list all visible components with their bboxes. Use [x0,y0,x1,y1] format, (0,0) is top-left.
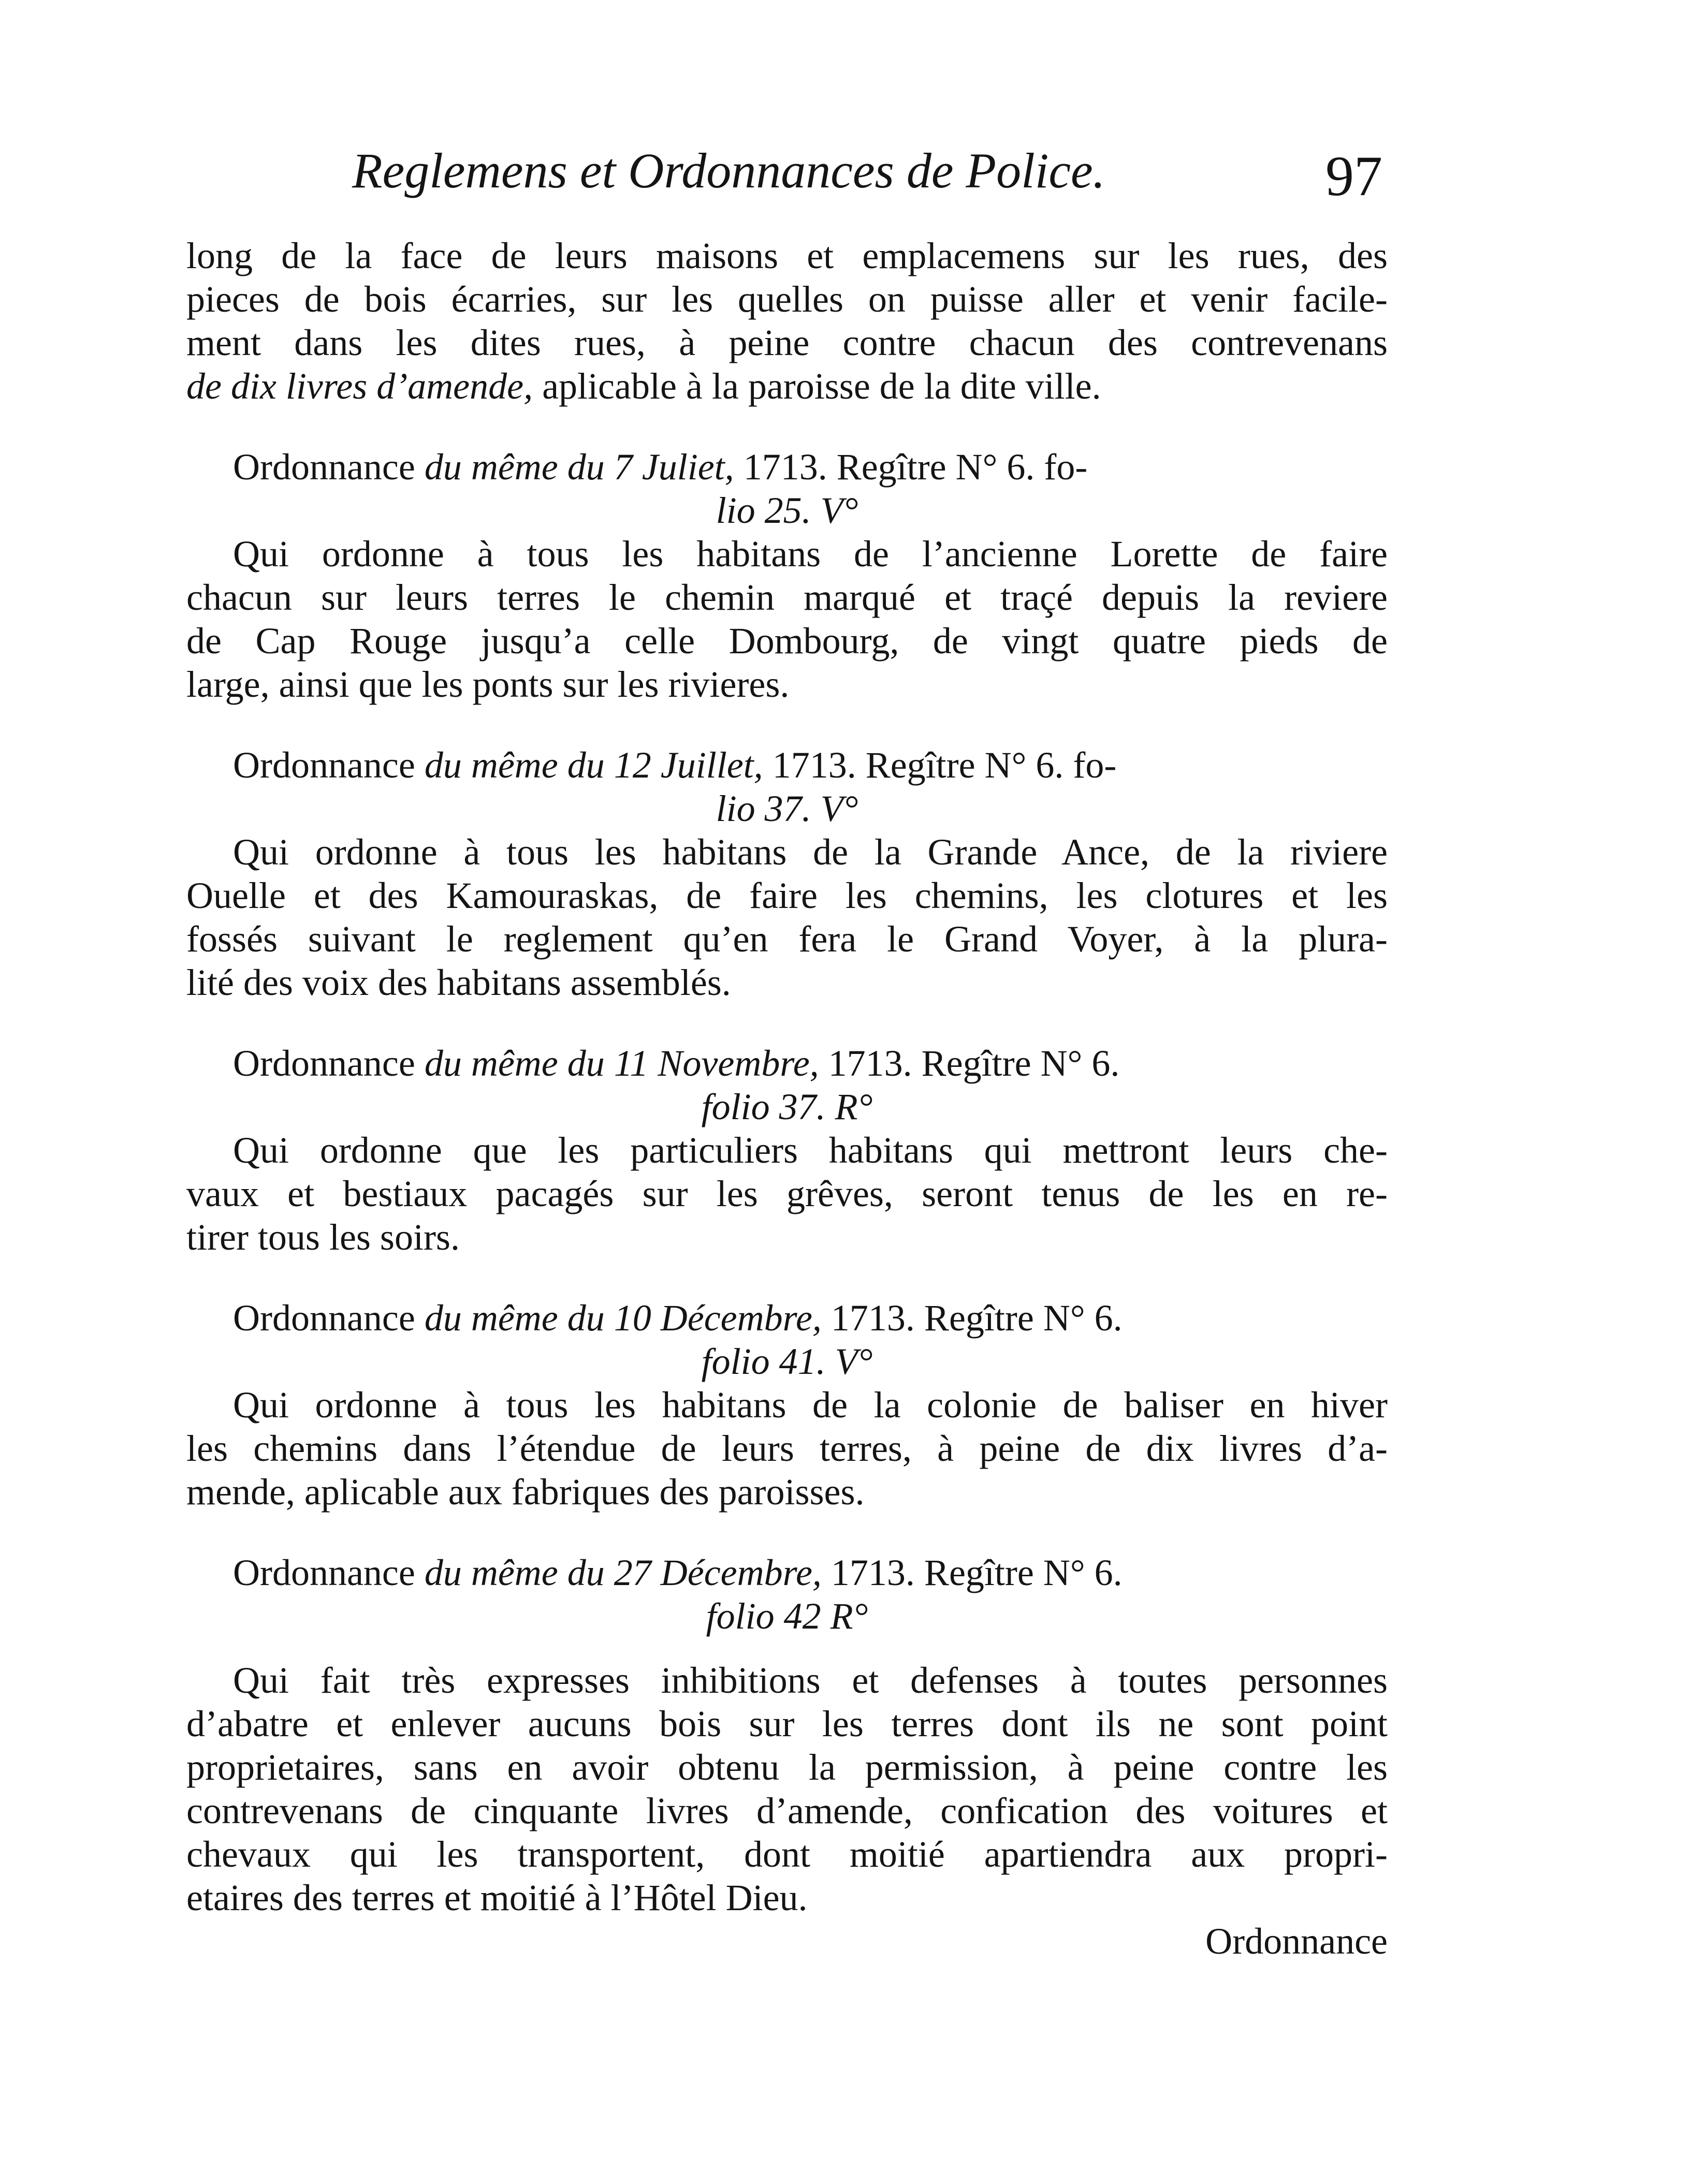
ordonnance-entry [186,1551,1388,1919]
heading-date: du même du 12 Juillet, [424,744,763,786]
entry-heading [186,743,1388,787]
text-line: Qui fait très expresses inhibitions et defenses à toutes personnes [233,1660,1388,1701]
text-fragment: aplicable à la paroisse de la dite ville. [533,365,1101,407]
text-line: chacun sur leurs terres le chemin marqué et traçé depuis la reviere [186,577,1388,618]
text-line: fossés suivant le reglement qu’en fera le Grand Voyer, à la plura- [186,918,1388,960]
text-line: lité des voix des habitans assemblés. [186,962,731,1003]
text-line: contrevenans de cinquante livres d’amende, confication des voitures et [186,1790,1388,1831]
text-line: les chemins dans l’étendue de leurs terres, à peine de dix livres d’a- [186,1428,1388,1469]
text-line: Qui ordonne à tous les habitans de la Grande Ance, de la riviere [233,831,1388,873]
italic-phrase: de dix livres d’amende, [186,365,533,407]
entry-folio: lio 37. V° [716,788,858,829]
text-line: vaux et bestiaux pacagés sur les grêves, seront tenus de les en re- [186,1173,1388,1214]
heading-label: Ordonnance [233,446,425,488]
text-line: mende, aplicable aux fabriques des paroisses. [186,1471,865,1513]
running-head: Reglemens et Ordonnances de Police. [352,143,1105,198]
heading-register: 1713. Regître N° 6. fo- [734,446,1088,488]
heading-label: Ordonnance [233,1297,425,1339]
heading-label: Ordonnance [233,1043,425,1084]
entry-heading [186,445,1388,489]
page-number: 97 [1325,144,1382,208]
ordonnance-entry [186,1042,1388,1259]
entry-heading [186,1551,1388,1594]
ordonnance-entry [186,445,1388,706]
heading-date: du même du 11 Novembre, [424,1043,819,1084]
text-line: proprietaires, sans en avoir obtenu la permission, à peine contre les [186,1747,1388,1788]
entry-folio: folio 37. R° [701,1086,873,1127]
text-line: large, ainsi que les ponts sur les rivieres. [186,664,790,705]
ordonnance-entry [186,743,1388,1004]
continuation-paragraph [186,234,1388,408]
entry-folio: folio 42 R° [706,1595,868,1637]
heading-label: Ordonnance [233,1552,425,1593]
heading-register: 1713. Regître N° 6. [821,1552,1123,1593]
catchword: Ordonnance [1205,1921,1388,1962]
heading-date: du même du 7 Juliet, [424,446,734,488]
heading-register: 1713. Regître N° 6. [819,1043,1120,1084]
heading-register: 1713. Regître N° 6. [821,1297,1123,1339]
text-line: chevaux qui les transportent, dont moitié apartiendra aux propri- [186,1834,1388,1875]
text-line: long de la face de leurs maisons et emplacemens sur les rues, des [186,235,1388,276]
text-line: tirer tous les soirs. [186,1216,460,1258]
heading-register: 1713. Regître N° 6. fo- [763,744,1117,786]
text-line: pieces de bois écarries, sur les quelles on puisse aller et venir facile- [186,279,1388,320]
entry-folio: folio 41. V° [701,1341,873,1382]
text-line: d’abatre et enlever aucuns bois sur les terres dont ils ne sont point [186,1703,1388,1745]
body-text [186,234,1388,1963]
ordonnance-entry [186,1296,1388,1514]
entry-folio: lio 25. V° [716,490,858,531]
text-line [186,364,1388,408]
entry-heading [186,1296,1388,1340]
text-line: Qui ordonne que les particuliers habitans qui mettront leurs che- [233,1130,1388,1171]
text-line: ment dans les dites rues, à peine contre chacun des contrevenans [186,322,1388,363]
text-line: etaires des terres et moitié à l’Hôtel Dieu. [186,1877,808,1918]
heading-label: Ordonnance [233,744,425,786]
heading-date: du même du 27 Décembre, [424,1552,822,1593]
text-line: de Cap Rouge jusqu’a celle Dombourg, de vingt quatre pieds de [186,620,1388,662]
text-line: Qui ordonne à tous les habitans de l’ancienne Lorette de faire [233,533,1388,575]
heading-date: du même du 10 Décembre, [424,1297,822,1339]
text-line: Ouelle et des Kamouraskas, de faire les chemins, les clotures et les [186,875,1388,916]
entry-heading [186,1042,1388,1085]
text-line: Qui ordonne à tous les habitans de la colonie de baliser en hiver [233,1384,1388,1426]
